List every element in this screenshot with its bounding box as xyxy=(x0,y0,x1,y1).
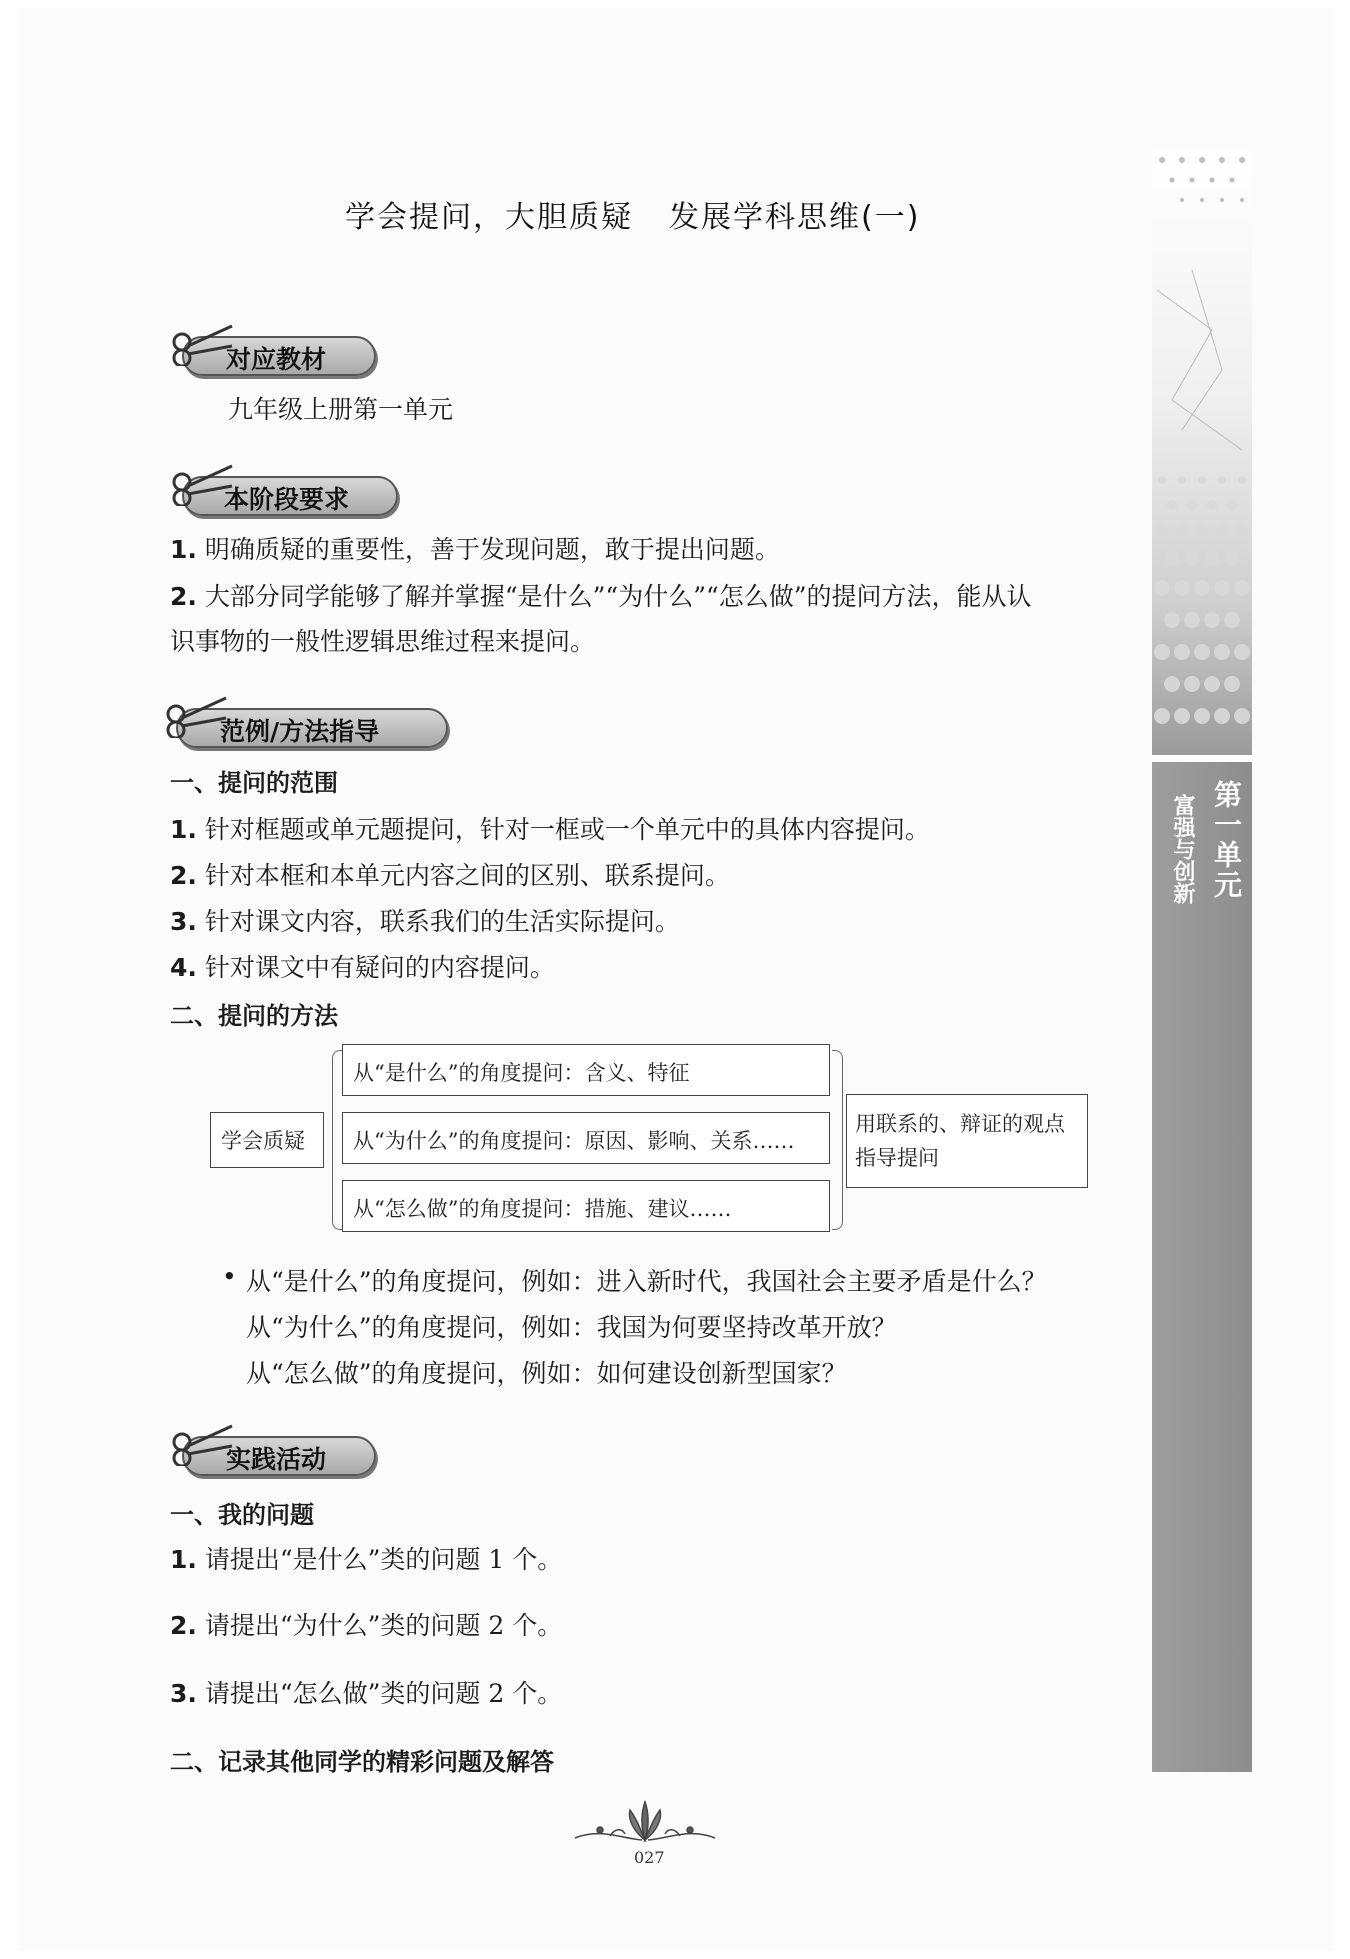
requirement-item: 1. 明确质疑的重要性，善于发现问题，敢于提出问题。 xyxy=(170,535,780,564)
record-heading: 二、记录其他同学的精彩问题及解答 xyxy=(170,1748,554,1776)
textbook-content: 九年级上册第一单元 xyxy=(228,395,454,424)
method-heading: 二、提问的方法 xyxy=(170,1002,338,1030)
badge-label: 范例/方法指导 xyxy=(220,717,380,746)
section-badge-guide xyxy=(162,700,452,746)
title-part2: 发展学科思维(一) xyxy=(669,200,921,235)
diagram-branch: 从“为什么”的角度提问：原因、影响、关系…… xyxy=(342,1112,830,1164)
example-line: 从“怎么做”的角度提问，例如：如何建设创新型国家？ xyxy=(246,1359,847,1388)
section-badge-textbook xyxy=(168,328,378,374)
unit-sidebar xyxy=(1152,150,1252,1772)
example-line: 从“是什么”的角度提问，例如：进入新时代，我国社会主要矛盾是什么？ xyxy=(246,1267,1047,1296)
diagram-result: 用联系的、辩证的观点 指导提问 xyxy=(846,1094,1088,1188)
example-line: 从“为什么”的角度提问，例如：我国为何要坚持改革开放？ xyxy=(246,1313,897,1342)
footer-ornament-icon xyxy=(570,1800,720,1850)
diagram-root: 学会质疑 xyxy=(210,1112,324,1168)
diagram-branch: 从“怎么做”的角度提问：措施、建议…… xyxy=(342,1180,830,1232)
scope-item: 1. 针对框题或单元题提问，针对一框或一个单元中的具体内容提问。 xyxy=(170,815,930,844)
requirement-item-cont: 识事物的一般性逻辑思维过程来提问。 xyxy=(170,627,596,656)
section-badge-requirements xyxy=(168,468,398,514)
question-item: 1. 请提出“是什么”类的问题 1 个。 xyxy=(170,1545,563,1574)
sidebar-unit-panel xyxy=(1152,762,1252,1772)
badge-label: 实践活动 xyxy=(226,1445,327,1474)
scope-item: 4. 针对课文中有疑问的内容提问。 xyxy=(170,953,555,982)
sidebar-divider xyxy=(1152,755,1252,762)
requirement-item: 2. 大部分同学能够了解并掌握“是什么”“为什么”“怎么做”的提问方法，能从认 xyxy=(170,582,1032,611)
section-badge-practice xyxy=(168,1428,378,1474)
unit-subtitle: 富强与创新 xyxy=(1170,794,1195,904)
diagram-branch: 从“是什么”的角度提问：含义、特征 xyxy=(342,1044,830,1096)
right-brace xyxy=(832,1050,843,1230)
badge-label: 本阶段要求 xyxy=(224,485,350,514)
question-item: 2. 请提出“为什么”类的问题 2 个。 xyxy=(170,1611,563,1640)
badge-label: 对应教材 xyxy=(226,345,327,374)
question-item: 3. 请提出“怎么做”类的问题 2 个。 xyxy=(170,1679,563,1708)
scope-heading: 一、提问的范围 xyxy=(170,769,338,797)
example-bullet: • xyxy=(222,1262,237,1291)
unit-title: 第一单元 xyxy=(1210,780,1243,900)
scope-item: 2. 针对本框和本单元内容之间的区别、联系提问。 xyxy=(170,861,730,890)
title-part1: 学会提问，大胆质疑 xyxy=(345,200,633,235)
questions-heading: 一、我的问题 xyxy=(170,1501,314,1529)
scope-item: 3. 针对课文内容，联系我们的生活实际提问。 xyxy=(170,907,680,936)
sidebar-pattern xyxy=(1152,150,1252,755)
page-title xyxy=(345,192,920,236)
dot-pattern-decoration xyxy=(1152,150,1252,755)
page-number: 027 xyxy=(634,1848,665,1867)
